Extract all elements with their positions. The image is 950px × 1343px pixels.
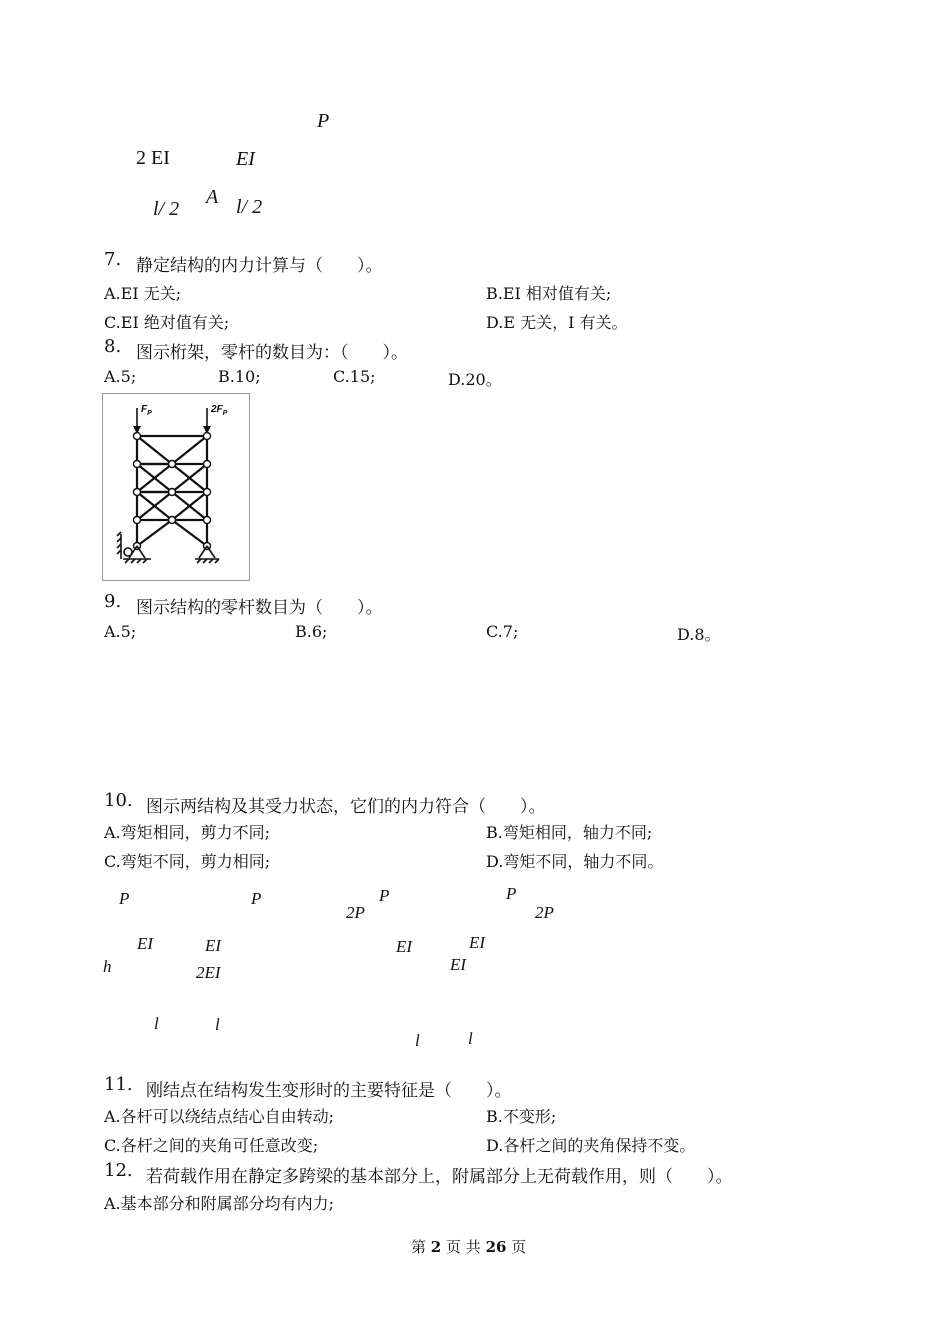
- question-8-text: 图示桁架，零杆的数目为：（ ）。: [136, 343, 408, 363]
- page-footer: 第 2 页 共 26 页: [411, 1238, 527, 1256]
- fig10-p1-label: P: [119, 889, 130, 908]
- fig10-ei3-label: EI: [396, 937, 413, 956]
- question-8-option-c: C.15;: [333, 367, 376, 386]
- fig10-l1-label: l: [154, 1014, 159, 1033]
- fig10-l2-label: l: [215, 1015, 220, 1034]
- stiffness-ei-label: EI: [236, 148, 255, 170]
- fig10-2ei-label: 2EI: [196, 963, 221, 982]
- question-8-option-a: A.5;: [104, 367, 137, 386]
- load-fp-label: $F_P$: [141, 404, 152, 417]
- fig10-ei2-label: EI: [205, 936, 222, 955]
- question-7-option-a: A.EI 无关;: [104, 284, 182, 303]
- question-11-number: 11.: [104, 1074, 133, 1095]
- fig10-l4-label: l: [468, 1029, 473, 1048]
- question-9-option-a: A.5;: [104, 622, 137, 641]
- question-12-number: 12.: [104, 1160, 133, 1181]
- question-7-option-d: D.E 无关，I 有关。: [486, 313, 628, 332]
- total-page-count: 26: [485, 1238, 507, 1256]
- fig10-2p1-label: 2P: [346, 903, 365, 922]
- truss-figure: [102, 393, 250, 581]
- fig10-l3-label: l: [415, 1031, 420, 1050]
- stiffness-2ei-label: 2 EI: [136, 147, 170, 169]
- question-11-text: 刚结点在结构发生变形时的主要特征是（ ）。: [146, 1081, 512, 1101]
- load-2fp-label: $2F_P$: [211, 404, 228, 417]
- question-12-text: 若荷载作用在静定多跨梁的基本部分上，附属部分上无荷载作用，则（ ）。: [146, 1167, 733, 1187]
- question-10-option-b: B.弯矩相同，轴力不同;: [486, 823, 653, 842]
- point-a-label: A: [206, 186, 219, 208]
- truss-diagram: [103, 394, 249, 580]
- question-8-option-b: B.10;: [218, 367, 261, 386]
- question-11-option-a: A.各杆可以绕结点结心自由转动;: [104, 1107, 335, 1126]
- question-10-number: 10.: [104, 790, 133, 811]
- fig10-2p2-label: 2P: [535, 903, 554, 922]
- question-10-option-d: D.弯矩不同，轴力不同。: [486, 852, 664, 871]
- question-7-text: 静定结构的内力计算与（ ）。: [136, 256, 383, 276]
- fig10-p3-label: P: [379, 886, 390, 905]
- span-right-label: l/ 2: [236, 196, 263, 218]
- question-11-option-c: C.各杆之间的夹角可任意改变;: [104, 1136, 319, 1155]
- question-11-option-b: B.不变形;: [486, 1107, 557, 1126]
- fig10-ei1-label: EI: [137, 934, 154, 953]
- question-9-number: 9.: [104, 591, 122, 612]
- question-12-option-a: A.基本部分和附属部分均有内力;: [104, 1194, 335, 1213]
- question-9-option-b: B.6;: [295, 622, 328, 641]
- fig10-ei4-label: EI: [469, 933, 486, 952]
- fig10-p4-label: P: [506, 884, 517, 903]
- fig10-h-label: h: [103, 957, 112, 976]
- question-7-option-b: B.EI 相对值有关;: [486, 284, 612, 303]
- question-8-option-d: D.20。: [448, 370, 502, 389]
- question-7-option-c: C.EI 绝对值有关;: [104, 313, 230, 332]
- question-7-number: 7.: [104, 249, 122, 270]
- question-10-option-c: C.弯矩不同，剪力相同;: [104, 852, 271, 871]
- load-p-label: P: [317, 110, 330, 132]
- question-9-option-c: C.7;: [486, 622, 519, 641]
- question-9-text: 图示结构的零杆数目为（ ）。: [136, 598, 383, 618]
- fig10-p2-label: P: [251, 889, 262, 908]
- question-8-number: 8.: [104, 336, 122, 357]
- question-10-text: 图示两结构及其受力状态，它们的内力符合（ ）。: [146, 797, 546, 817]
- fig10-ei5-label: EI: [450, 955, 467, 974]
- question-10-option-a: A.弯矩相同，剪力不同;: [104, 823, 271, 842]
- current-page-number: 2: [430, 1238, 442, 1256]
- question-11-option-d: D.各杆之间的夹角保持不变。: [486, 1136, 696, 1155]
- span-left-label: l/ 2: [153, 198, 180, 220]
- question-9-option-d: D.8。: [677, 625, 721, 644]
